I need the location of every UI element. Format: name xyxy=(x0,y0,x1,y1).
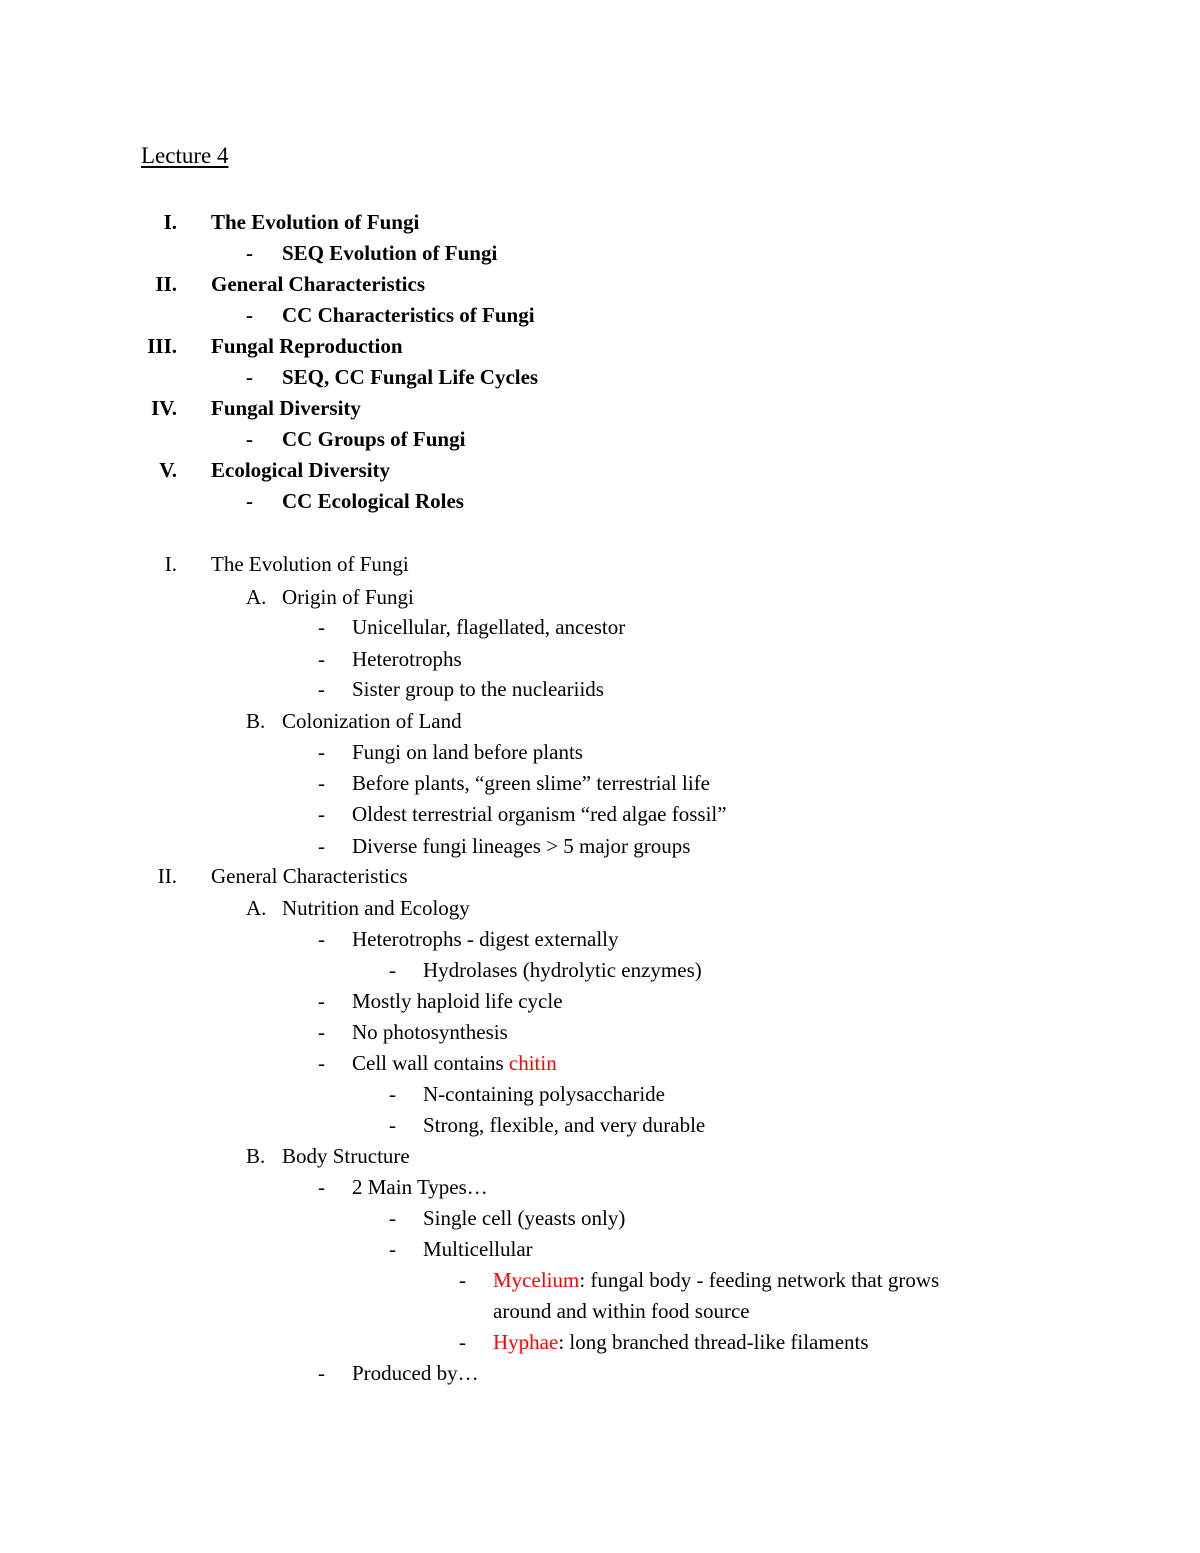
list-item-text: Single cell (yeasts only) xyxy=(423,1206,626,1230)
highlighted-term-chitin: chitin xyxy=(508,1051,557,1075)
list-item-text: 2 Main Types… xyxy=(352,1175,488,1199)
cell-wall-text: Cell wall contains xyxy=(352,1051,509,1075)
outline-sublabel: CC Groups of Fungi xyxy=(282,427,466,451)
section-number: II. xyxy=(157,864,177,888)
subsection-letter: A. xyxy=(246,585,267,609)
list-item-text xyxy=(493,1329,869,1355)
outline-label: Fungal Reproduction xyxy=(211,334,403,358)
section-number: I. xyxy=(164,552,177,576)
outline-sublabel: SEQ, CC Fungal Life Cycles xyxy=(282,365,539,389)
dash-bullet: - xyxy=(318,677,325,701)
section-title: The Evolution of Fungi xyxy=(211,552,409,576)
outline-label: General Characteristics xyxy=(211,272,426,296)
outline-label: Fungal Diversity xyxy=(211,396,361,420)
outline-label: The Evolution of Fungi xyxy=(211,210,420,234)
list-item-text: Mostly haploid life cycle xyxy=(352,989,563,1013)
list-item-text: Before plants, “green slime” terrestrial life xyxy=(352,771,711,795)
dash-bullet: - xyxy=(318,1051,325,1075)
dash-bullet: - xyxy=(318,647,325,671)
outline-number: III. xyxy=(147,334,177,358)
outline-sublabel: SEQ Evolution of Fungi xyxy=(282,241,498,265)
hyphae-definition: : long branched thread-like filaments xyxy=(558,1330,869,1354)
dash-bullet: - xyxy=(318,1361,325,1385)
dash-bullet: - xyxy=(318,927,325,951)
subsection-letter: B. xyxy=(246,709,266,733)
list-item-text xyxy=(493,1267,939,1293)
list-item-text: N-containing polysaccharide xyxy=(423,1082,665,1106)
dash-bullet: - xyxy=(318,802,325,826)
dash-bullet: - xyxy=(318,834,325,858)
list-item-text: Multicellular xyxy=(423,1237,533,1261)
dash-bullet: - xyxy=(318,1020,325,1044)
dash-bullet: - xyxy=(389,1237,396,1261)
dash-bullet: - xyxy=(318,740,325,764)
list-item-text xyxy=(352,1050,557,1076)
outline-number: V. xyxy=(159,458,177,482)
dash-bullet: - xyxy=(459,1330,466,1354)
dash-bullet: - xyxy=(246,241,253,265)
subsection-title: Nutrition and Ecology xyxy=(282,896,470,920)
list-item-text: Sister group to the nucleariids xyxy=(352,677,604,701)
dash-bullet: - xyxy=(389,1206,396,1230)
outline-number: II. xyxy=(155,272,177,296)
dash-bullet: - xyxy=(246,489,253,513)
outline-number: IV. xyxy=(151,396,177,420)
list-item-text: Heterotrophs - digest externally xyxy=(352,927,619,951)
outline-sublabel: CC Characteristics of Fungi xyxy=(282,303,535,327)
dash-bullet: - xyxy=(318,615,325,639)
dash-bullet: - xyxy=(246,365,253,389)
mycelium-definition-continued: around and within food source xyxy=(493,1299,750,1323)
outline-label: Ecological Diversity xyxy=(211,458,391,482)
subsection-title: Body Structure xyxy=(282,1144,410,1168)
highlighted-term-hyphae: Hyphae xyxy=(493,1330,559,1354)
dash-bullet: - xyxy=(318,771,325,795)
list-item-text: Unicellular, flagellated, ancestor xyxy=(352,615,626,639)
dash-bullet: - xyxy=(318,1175,325,1199)
subsection-letter: A. xyxy=(246,896,267,920)
list-item-text: Oldest terrestrial organism “red algae fossil” xyxy=(352,802,727,826)
subsection-title: Origin of Fungi xyxy=(282,585,414,609)
dash-bullet: - xyxy=(389,1113,396,1137)
dash-bullet: - xyxy=(318,989,325,1013)
dash-bullet: - xyxy=(246,427,253,451)
outline-sublabel: CC Ecological Roles xyxy=(282,489,464,513)
list-item-text: Strong, flexible, and very durable xyxy=(423,1113,706,1137)
subsection-letter: B. xyxy=(246,1144,266,1168)
list-item-text: Fungi on land before plants xyxy=(352,740,583,764)
subsection-title: Colonization of Land xyxy=(282,709,462,733)
list-item-text: Heterotrophs xyxy=(352,647,462,671)
dash-bullet: - xyxy=(246,303,253,327)
list-item-text: No photosynthesis xyxy=(352,1020,508,1044)
list-item-text: Hydrolases (hydrolytic enzymes) xyxy=(423,958,702,982)
list-item-text: Diverse fungi lineages > 5 major groups xyxy=(352,834,691,858)
dash-bullet: - xyxy=(459,1268,466,1292)
list-item-text: Produced by… xyxy=(352,1361,479,1385)
highlighted-term-mycelium: Mycelium xyxy=(493,1268,580,1292)
page-title: Lecture 4 xyxy=(141,143,229,168)
dash-bullet: - xyxy=(389,1082,396,1106)
section-title: General Characteristics xyxy=(211,864,408,888)
dash-bullet: - xyxy=(389,958,396,982)
outline-number: I. xyxy=(163,210,177,234)
mycelium-definition: : fungal body - feeding network that grows xyxy=(579,1268,940,1292)
